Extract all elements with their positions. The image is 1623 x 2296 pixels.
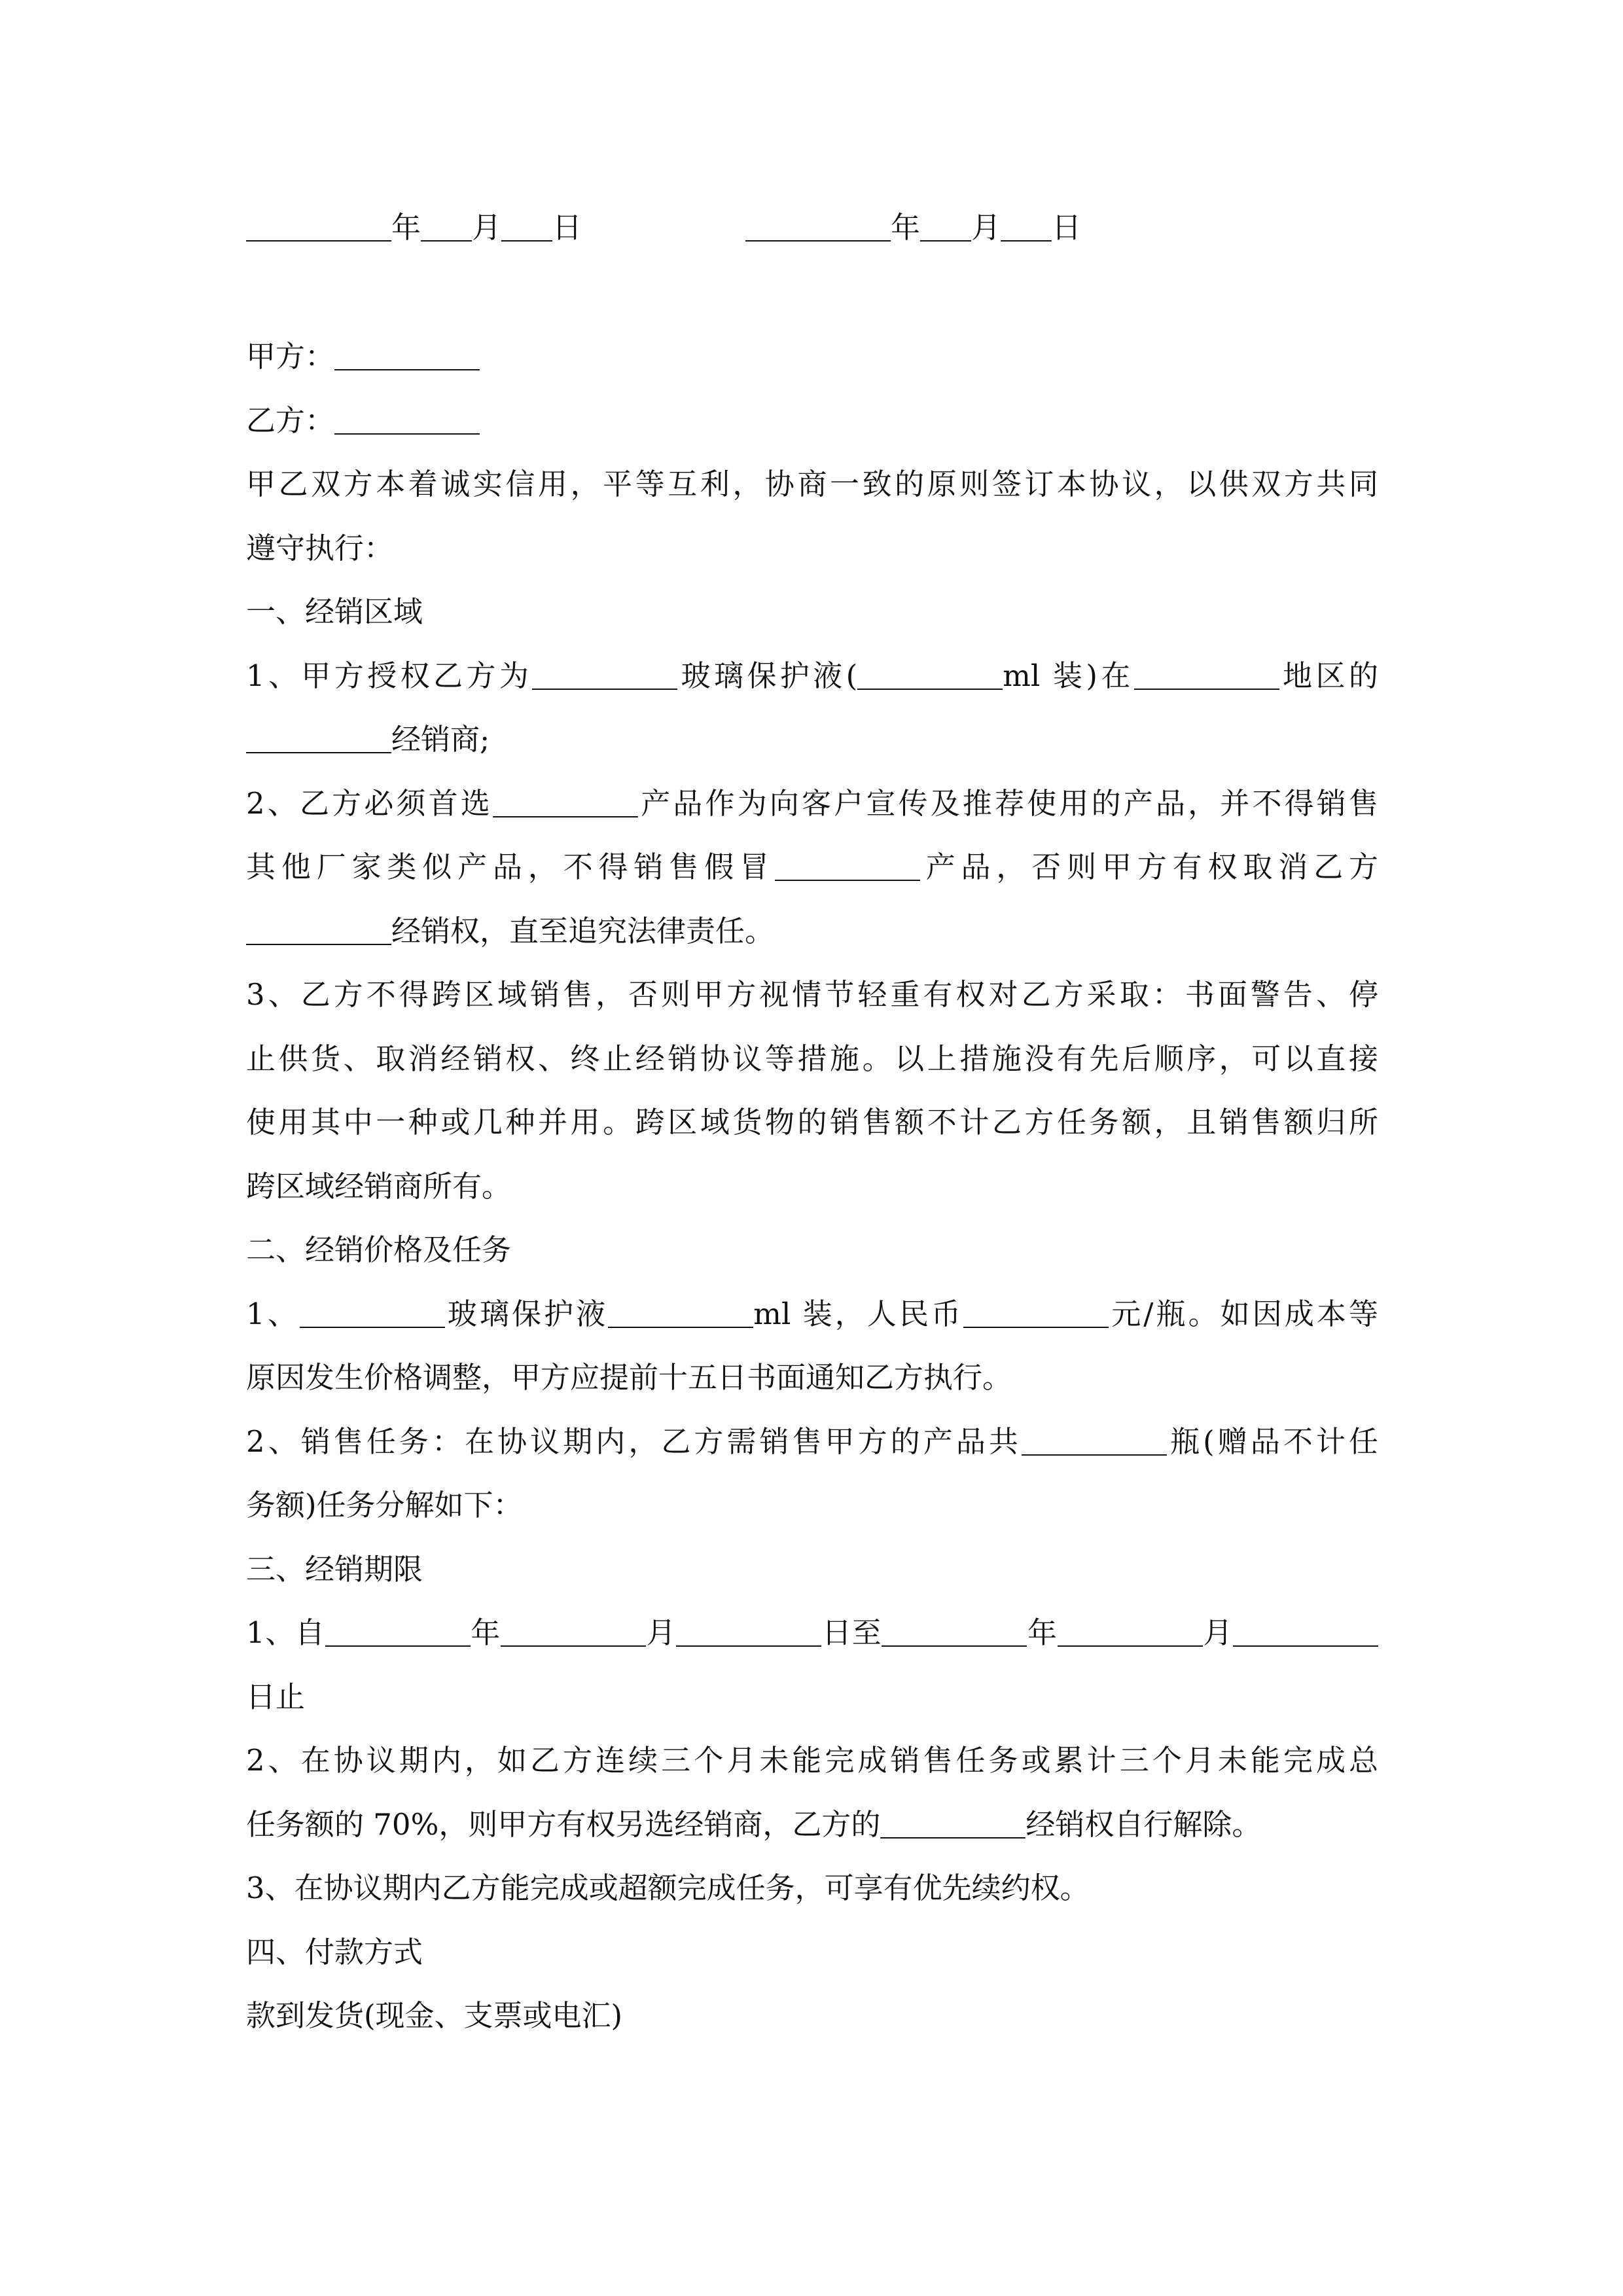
date-month-blank-right — [920, 214, 971, 242]
s1-item2-text-c: 其他厂家类似产品，不得销售假冒 — [246, 850, 775, 884]
s1-item2-line2 — [246, 852, 1378, 882]
section-1-heading: 一、经销区域 — [246, 594, 423, 629]
s1-item3-line1: 3、乙方不得跨区域销售，否则甲方视情节轻重有权对乙方采取：书面警告、停 — [246, 977, 1378, 1012]
s3-item1-blank-month2 — [1058, 1619, 1203, 1647]
s3-item1-blank-month1 — [501, 1619, 646, 1647]
s1-item2-text-a: 2、乙方必须首选 — [246, 786, 493, 821]
s3-item1-year1-label: 年 — [470, 1615, 501, 1650]
s3-item1-blank-day1 — [676, 1619, 821, 1647]
s2-item1-blank-volume — [608, 1300, 753, 1328]
s2-item2-line1 — [246, 1424, 1378, 1459]
s1-item1-blank-dealer — [246, 726, 391, 753]
s2-item2-text-a: 2、销售任务：在协议期内，乙方需销售甲方的产品共 — [246, 1424, 1022, 1459]
section-2-heading: 二、经销价格及任务 — [246, 1232, 512, 1267]
s1-item1-text-e: 经销商; — [391, 722, 490, 757]
s2-item2-line2: 务额)任务分解如下： — [246, 1488, 523, 1522]
s2-item1-text-d: 元/瓶。如因成本等 — [1109, 1297, 1378, 1331]
s1-item1-text-c: ml 装)在 — [1003, 658, 1134, 693]
s1-item3-line3: 使用其中一种或几种并用。跨区域货物的销售额不计乙方任务额，且销售额归所 — [246, 1105, 1378, 1139]
s3-item1-blank-year1 — [325, 1619, 471, 1647]
s1-item1-blank-brand — [532, 662, 677, 690]
s2-item1-text-c: ml 装，人民币 — [753, 1297, 964, 1331]
s3-item1-line1 — [246, 1615, 1378, 1650]
s3-item2-line1: 2、在协议期内，如乙方连续三个月未能完成销售任务或累计三个月未能完成总 — [246, 1743, 1378, 1778]
party-a-line — [246, 339, 480, 374]
s3-item1-month1-label: 月 — [645, 1615, 677, 1650]
s1-item2-text-b: 产品作为向客户宣传及推荐使用的产品，并不得销售 — [638, 786, 1378, 821]
date-year-blank-left — [246, 214, 391, 242]
date-year-blank-right — [745, 214, 891, 242]
s1-item2-blank-right — [246, 918, 391, 945]
section-4-heading: 四、付款方式 — [246, 1935, 423, 1969]
s1-item2-blank-counterfeit — [775, 853, 920, 881]
s3-item1-line2: 日止 — [246, 1679, 306, 1714]
date-month-label-left: 月 — [472, 210, 502, 245]
party-b-label: 乙方： — [246, 403, 335, 438]
s4-line1: 款到发货(现金、支票或电汇) — [246, 1998, 623, 2033]
s1-item1-text-d: 地区的 — [1279, 658, 1378, 693]
s1-item2-line3 — [246, 916, 774, 946]
s1-item1-blank-region — [1134, 662, 1279, 690]
s1-item1-line2 — [246, 722, 490, 757]
s2-item1-line1 — [246, 1299, 1378, 1329]
s1-item2-blank-product — [493, 790, 638, 817]
section-3-heading: 三、经销期限 — [246, 1552, 423, 1587]
s1-item2-text-e: 经销权，直至追究法律责任。 — [391, 914, 775, 948]
s3-item1-text-from: 1、自 — [246, 1615, 325, 1650]
party-b-blank — [334, 407, 480, 435]
s1-item3-line4: 跨区域经销商所有。 — [246, 1169, 512, 1204]
s1-item1-line1 — [246, 658, 1378, 693]
s2-item1-text-b: 玻璃保护液 — [444, 1297, 609, 1331]
s3-item2-text-a: 任务额的 70%，则甲方有权另选经销商，乙方的 — [246, 1807, 881, 1842]
date-day-blank-right — [1001, 214, 1052, 242]
intro-line-1: 甲乙双方本着诚实信用，平等互利，协商一致的原则签订本协议，以供双方共同 — [246, 467, 1378, 501]
date-year-label-right: 年 — [891, 210, 921, 245]
signature-date-row — [246, 210, 1082, 245]
date-day-blank-left — [501, 214, 552, 242]
date-day-label-left: 日 — [552, 210, 582, 245]
s3-item3-line: 3、在协议期内乙方能完成或超额完成任务，可享有优先续约权。 — [246, 1871, 1090, 1905]
s3-item2-blank-brand — [880, 1811, 1026, 1839]
s2-item2-blank-quantity — [1022, 1428, 1167, 1456]
date-month-blank-left — [421, 214, 472, 242]
s3-item1-month2-label: 月 — [1202, 1615, 1233, 1650]
date-year-label-left: 年 — [391, 210, 421, 245]
party-a-blank — [334, 343, 480, 370]
party-b-line — [246, 403, 480, 438]
s2-item1-blank-brand — [300, 1300, 445, 1328]
s2-item1-blank-price — [963, 1300, 1109, 1328]
s1-item2-line1 — [246, 786, 1378, 821]
intro-line-2: 遵守执行： — [246, 531, 394, 565]
s3-item1-year2-label: 年 — [1027, 1615, 1058, 1650]
party-a-label: 甲方： — [246, 339, 335, 374]
s1-item3-line2: 止供货、取消经销权、终止经销协议等措施。以上措施没有先后顺序，可以直接 — [246, 1041, 1378, 1076]
s3-item2-line2 — [246, 1807, 1262, 1842]
s3-item1-blank-year2 — [882, 1619, 1027, 1647]
s2-item2-text-b: 瓶(赠品不计任 — [1167, 1424, 1378, 1459]
s1-item2-text-d: 产品，否则甲方有权取消乙方 — [919, 850, 1378, 884]
s3-item2-text-b: 经销权自行解除。 — [1026, 1807, 1262, 1842]
s3-item1-blank-day2 — [1233, 1619, 1378, 1647]
s3-item1-day-to-label: 日至 — [821, 1615, 882, 1650]
s1-item1-text-a: 1、甲方授权乙方为 — [246, 658, 533, 693]
s2-item1-line2: 原因发生价格调整，甲方应提前十五日书面通知乙方执行。 — [246, 1360, 1012, 1395]
s1-item1-blank-volume — [857, 662, 1003, 690]
date-month-label-right: 月 — [971, 210, 1001, 245]
s1-item1-text-b: 玻璃保护液( — [677, 658, 858, 693]
s2-item1-text-a: 1、 — [246, 1297, 300, 1331]
date-day-label-right: 日 — [1052, 210, 1082, 245]
